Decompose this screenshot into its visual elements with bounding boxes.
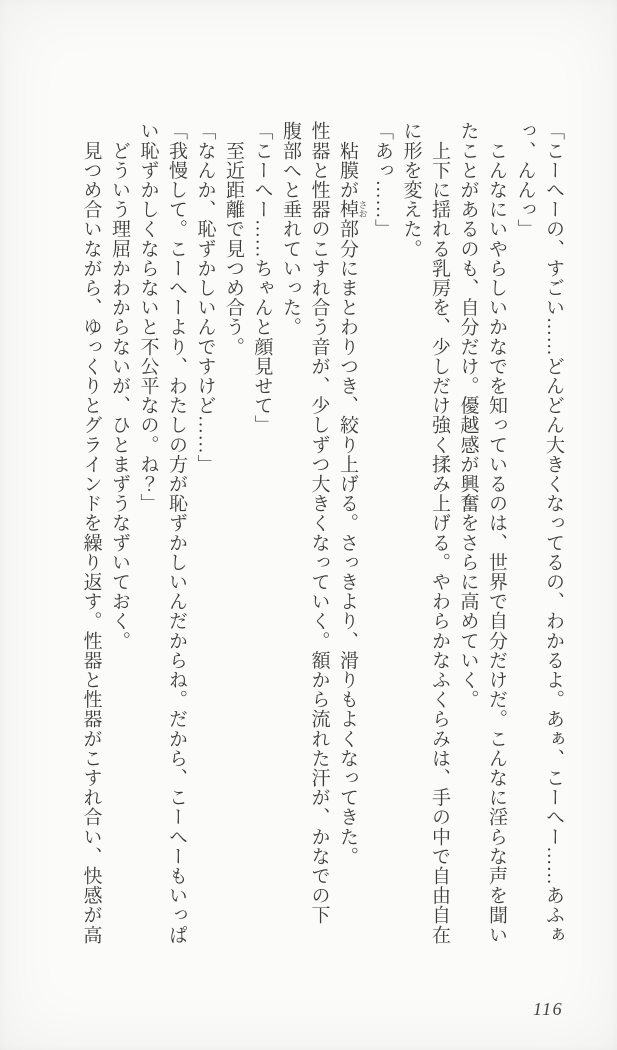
text-line: こんなにいやらしいかなでを知っているのは、世界で自分だけだ。こんなに淫らな声を聞い (486, 121, 507, 945)
text-segment: 粘膜が (337, 121, 358, 200)
text-line: 見つめ合いながら、ゆっくりとグラインドを繰り返す。性器と性器がこすれ合い、快感が高 (80, 121, 102, 945)
page-number: 116 (533, 999, 564, 1019)
text-line: 「こーへーの、すごい……どんどん大きくなってるの、わかるよ。あぁ、こーへー……あふぁ (543, 121, 564, 945)
text-line: 「こーへー……ちゃんと顔見せて」 (251, 121, 273, 435)
text-line: っ、んんっ」 (514, 121, 536, 239)
text-line: 至近距離で見つめ合う。 (223, 121, 244, 357)
vertical-text-block (76, 121, 567, 949)
text-line: 性器と性器のこすれ合う音が、少しずつ大きくなっていく。額から流れた汗が、かなでの下 (308, 121, 330, 925)
furigana-reading: さお (357, 199, 368, 219)
text-line-with-furigana (333, 121, 368, 949)
text-line: 腹部へと垂れていった。 (280, 121, 301, 337)
text-line: い恥ずかしくならないと不公平なの。ね？」 (137, 121, 159, 513)
text-line: 「我慢して。こーへーより、わたしの方が恥ずかしいんだからね。だから、こーへーもいっぱ (166, 121, 187, 945)
text-line: に形を変えた。 (400, 121, 422, 259)
text-line: 上下に揺れる乳房を、少しだけ強く揉み上げる。やわらかなふくらみは、手の中で自由自在 (429, 121, 450, 945)
text-line: たことがあるのも、自分だけ。優越感が興奮をさらに高めていく。 (457, 121, 479, 709)
text-segment: 部分にまとわりつき、絞り上げる。さっきより、滑りもよくなってきた。 (337, 219, 358, 866)
text-line: どういう理屈かわからないが、ひとまずうなずいておく。 (109, 121, 130, 651)
text-line: 「あっ……」 (372, 121, 393, 239)
furigana-base: 棹 (337, 199, 358, 220)
furigana-annotation (337, 199, 368, 220)
text-line: 「なんか、恥ずかしいんですけど……」 (194, 121, 216, 474)
